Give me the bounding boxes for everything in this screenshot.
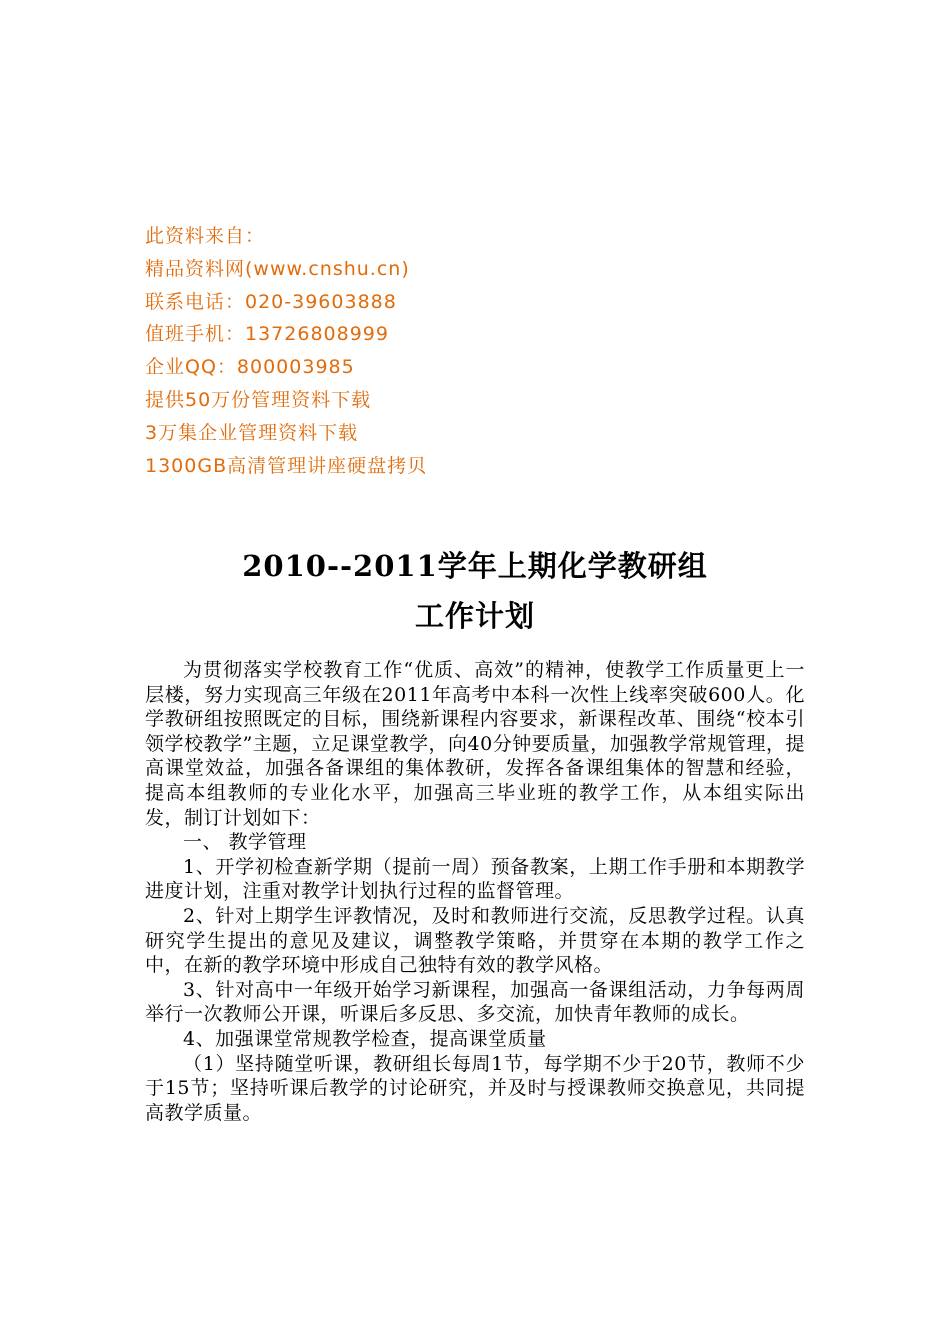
item-paragraph-3: 3、针对高中一年级开始学习新课程，加强高一备课组活动，力争每两周举行一次教师公开课，听课后多反思、多交流，加快青年教师的成长。 bbox=[145, 978, 805, 1026]
intro-paragraph: 为贯彻落实学校教育工作“优质、高效”的精神，使教学工作质量更上一层楼，努力实现高三年级在2011年高考中本科一次性上线率突破600人。化学教研组按照既定的目标，围绕新课程内容要求，新课程改革、围绕“校本引领学校教学”主题，立足课堂教学，向40分钟要质量，加强教学常规管理，提高课堂效益，加强各备课组的集体教研，发挥各备课组集体的智慧和经验，提高本组教师的专业化水平，加强高三毕业班的教学工作，从本组实际出发，制订计划如下： bbox=[145, 659, 805, 829]
source-line-offer-3: 1300GB高清管理讲座硬盘拷贝 bbox=[145, 454, 428, 477]
source-line-qq: 企业QQ：800003985 bbox=[145, 356, 355, 379]
source-line-mobile: 值班手机：13726808999 bbox=[145, 323, 389, 346]
source-line-offer-2: 3万集企业管理资料下载 bbox=[145, 421, 359, 444]
source-info-block bbox=[145, 220, 765, 482]
source-line-website: 精品资料网(www.cnshu.cn) bbox=[145, 257, 410, 280]
document-title-line-2: 工作计划 bbox=[414, 599, 535, 633]
item-paragraph-4-1: （1）坚持随堂听课，教研组长每周1节，每学期不少于20节，教师不少于15节；坚持听课后教学的讨论研究，并及时与授课教师交换意见，共同提高教学质量。 bbox=[145, 1052, 805, 1124]
source-line-offer-1: 提供50万份管理资料下载 bbox=[145, 388, 372, 411]
source-line-header: 此资料来自： bbox=[145, 225, 266, 247]
source-line-phone: 联系电话：020-39603888 bbox=[145, 290, 397, 313]
document-title-line-1: 2010--2011学年上期化学教研组 bbox=[242, 549, 708, 583]
item-paragraph-1: 1、开学初检查新学期（提前一周）预备教案，上期工作手册和本期教学进度计划，注重对教学计划执行过程的监督管理。 bbox=[145, 855, 805, 903]
item-paragraph-4: 4、加强课堂常规教学检查，提高课堂质量 bbox=[183, 1027, 547, 1050]
item-paragraph-2: 2、针对上期学生评教情况，及时和教师进行交流，反思教学过程。认真研究学生提出的意见及建议，调整教学策略，并贯穿在本期的教学工作之中，在新的教学环境中形成自己独特有效的教学风格。 bbox=[145, 904, 805, 977]
section-heading-teaching-management: 一、 教学管理 bbox=[183, 831, 307, 854]
document-body bbox=[145, 658, 805, 1125]
